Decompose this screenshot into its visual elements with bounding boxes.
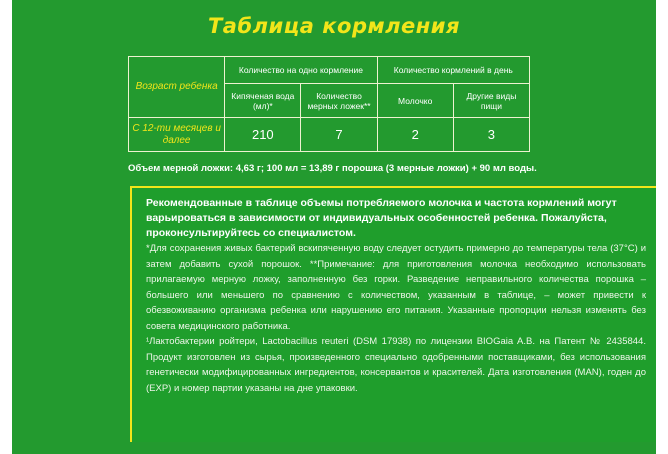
water-header: Кипяченая вода (мл)* [225, 84, 301, 118]
group-per-feeding-header: Количество на одно кормление [225, 57, 377, 84]
feeding-table-panel [12, 0, 656, 454]
group-per-day-header: Количество кормлений в день [377, 57, 529, 84]
milk-value: 2 [377, 118, 453, 152]
recommendation-text: Рекомендованные в таблице объемы потребляемого молочка и частота кормлений могут варьироваться в зависимости от индивидуальных особенностей ребенка. Пожалуйста, проконсультируйтесь со специалистом. [146, 197, 617, 239]
license-footnote: ¹Лактобактерии ройтери, Lactobacillus reuteri (DSM 17938) по лицензии BIOGaia A.B. на Патент № 2435844. Продукт изготовлен из сырья, произведенного специально одобренными поставщиками, без использования генетически модифицированных ингредиентов, консервантов и красителей. Дата изготовления (MAN), годен до (EXP) и номер партии указаны на дне упаковки. [146, 336, 646, 394]
feeding-table [128, 56, 530, 152]
page-title: Таблица кормления [207, 14, 460, 38]
other-food-value: 3 [453, 118, 529, 152]
age-value: С 12-ти месяцев и далее [129, 118, 225, 152]
preparation-footnote: *Для сохранения живых бактерий вскипяченную воду следует остудить примерно до температуры тела (37°C) и затем добавить сухой порошок. **Примечание: для приготовления молочка необходимо использовать прилагаемую мерную ложку, заполненную без горки. Разведение неправильного количества порошка – большего или меньшего по сравнению с количеством, указанным в таблице, – может привести к обезвоживанию организма ребенка или нарушению его питания. Указанные пропорции нельзя изменять без совета медицинского работника. [146, 243, 646, 332]
info-box [130, 186, 656, 442]
age-header: Возраст ребенка [129, 57, 225, 118]
spoons-header: Количество мерных ложек** [301, 84, 377, 118]
milk-header: Молочко [377, 84, 453, 118]
other-food-header: Другие виды пищи [453, 84, 529, 118]
spoons-value: 7 [301, 118, 377, 152]
spoon-volume-note: Объем мерной ложки: 4,63 г; 100 мл = 13,89 г порошка (3 мерные ложки) + 90 мл воды. [128, 163, 537, 174]
water-value: 210 [225, 118, 301, 152]
